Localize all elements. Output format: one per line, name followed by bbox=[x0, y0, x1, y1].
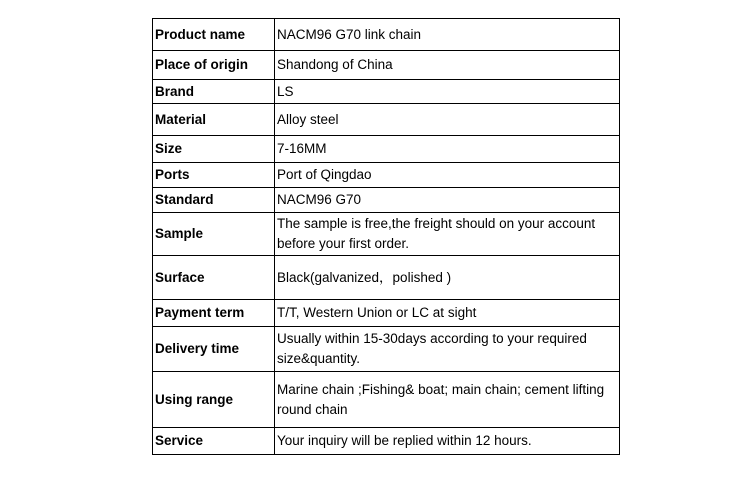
table-row bbox=[153, 188, 620, 213]
row-label: Delivery time bbox=[153, 327, 275, 372]
row-value: LS bbox=[275, 80, 620, 104]
row-value: Marine chain ;Fishing& boat; main chain; cement lifting round chain bbox=[275, 372, 620, 428]
row-label: Payment term bbox=[153, 300, 275, 327]
table-row bbox=[153, 80, 620, 104]
row-label: Surface bbox=[153, 256, 275, 300]
product-spec-table bbox=[152, 18, 620, 455]
row-value: NACM96 G70 bbox=[275, 188, 620, 213]
row-label: Brand bbox=[153, 80, 275, 104]
table-row bbox=[153, 256, 620, 300]
row-value: T/T, Western Union or LC at sight bbox=[275, 300, 620, 327]
table-row bbox=[153, 163, 620, 188]
row-value: Black(galvanized，polished ) bbox=[275, 256, 620, 300]
table-row bbox=[153, 428, 620, 455]
table-row bbox=[153, 300, 620, 327]
row-label: Service bbox=[153, 428, 275, 455]
row-value: 7-16MM bbox=[275, 136, 620, 163]
row-label: Using range bbox=[153, 372, 275, 428]
row-value: Usually within 15-30days according to your required size&quantity. bbox=[275, 327, 620, 372]
table-row bbox=[153, 213, 620, 256]
table-row bbox=[153, 327, 620, 372]
row-value: Your inquiry will be replied within 12 hours. bbox=[275, 428, 620, 455]
row-value: The sample is free,the freight should on your account before your first order. bbox=[275, 213, 620, 256]
row-label: Product name bbox=[153, 19, 275, 51]
row-label: Size bbox=[153, 136, 275, 163]
row-label: Ports bbox=[153, 163, 275, 188]
row-value: Alloy steel bbox=[275, 104, 620, 136]
table-row bbox=[153, 372, 620, 428]
row-label: Place of origin bbox=[153, 51, 275, 80]
row-label: Sample bbox=[153, 213, 275, 256]
table-row bbox=[153, 19, 620, 51]
row-value: NACM96 G70 link chain bbox=[275, 19, 620, 51]
row-label: Standard bbox=[153, 188, 275, 213]
row-label: Material bbox=[153, 104, 275, 136]
table-row bbox=[153, 51, 620, 80]
row-value: Shandong of China bbox=[275, 51, 620, 80]
table-row bbox=[153, 136, 620, 163]
table-row bbox=[153, 104, 620, 136]
row-value: Port of Qingdao bbox=[275, 163, 620, 188]
